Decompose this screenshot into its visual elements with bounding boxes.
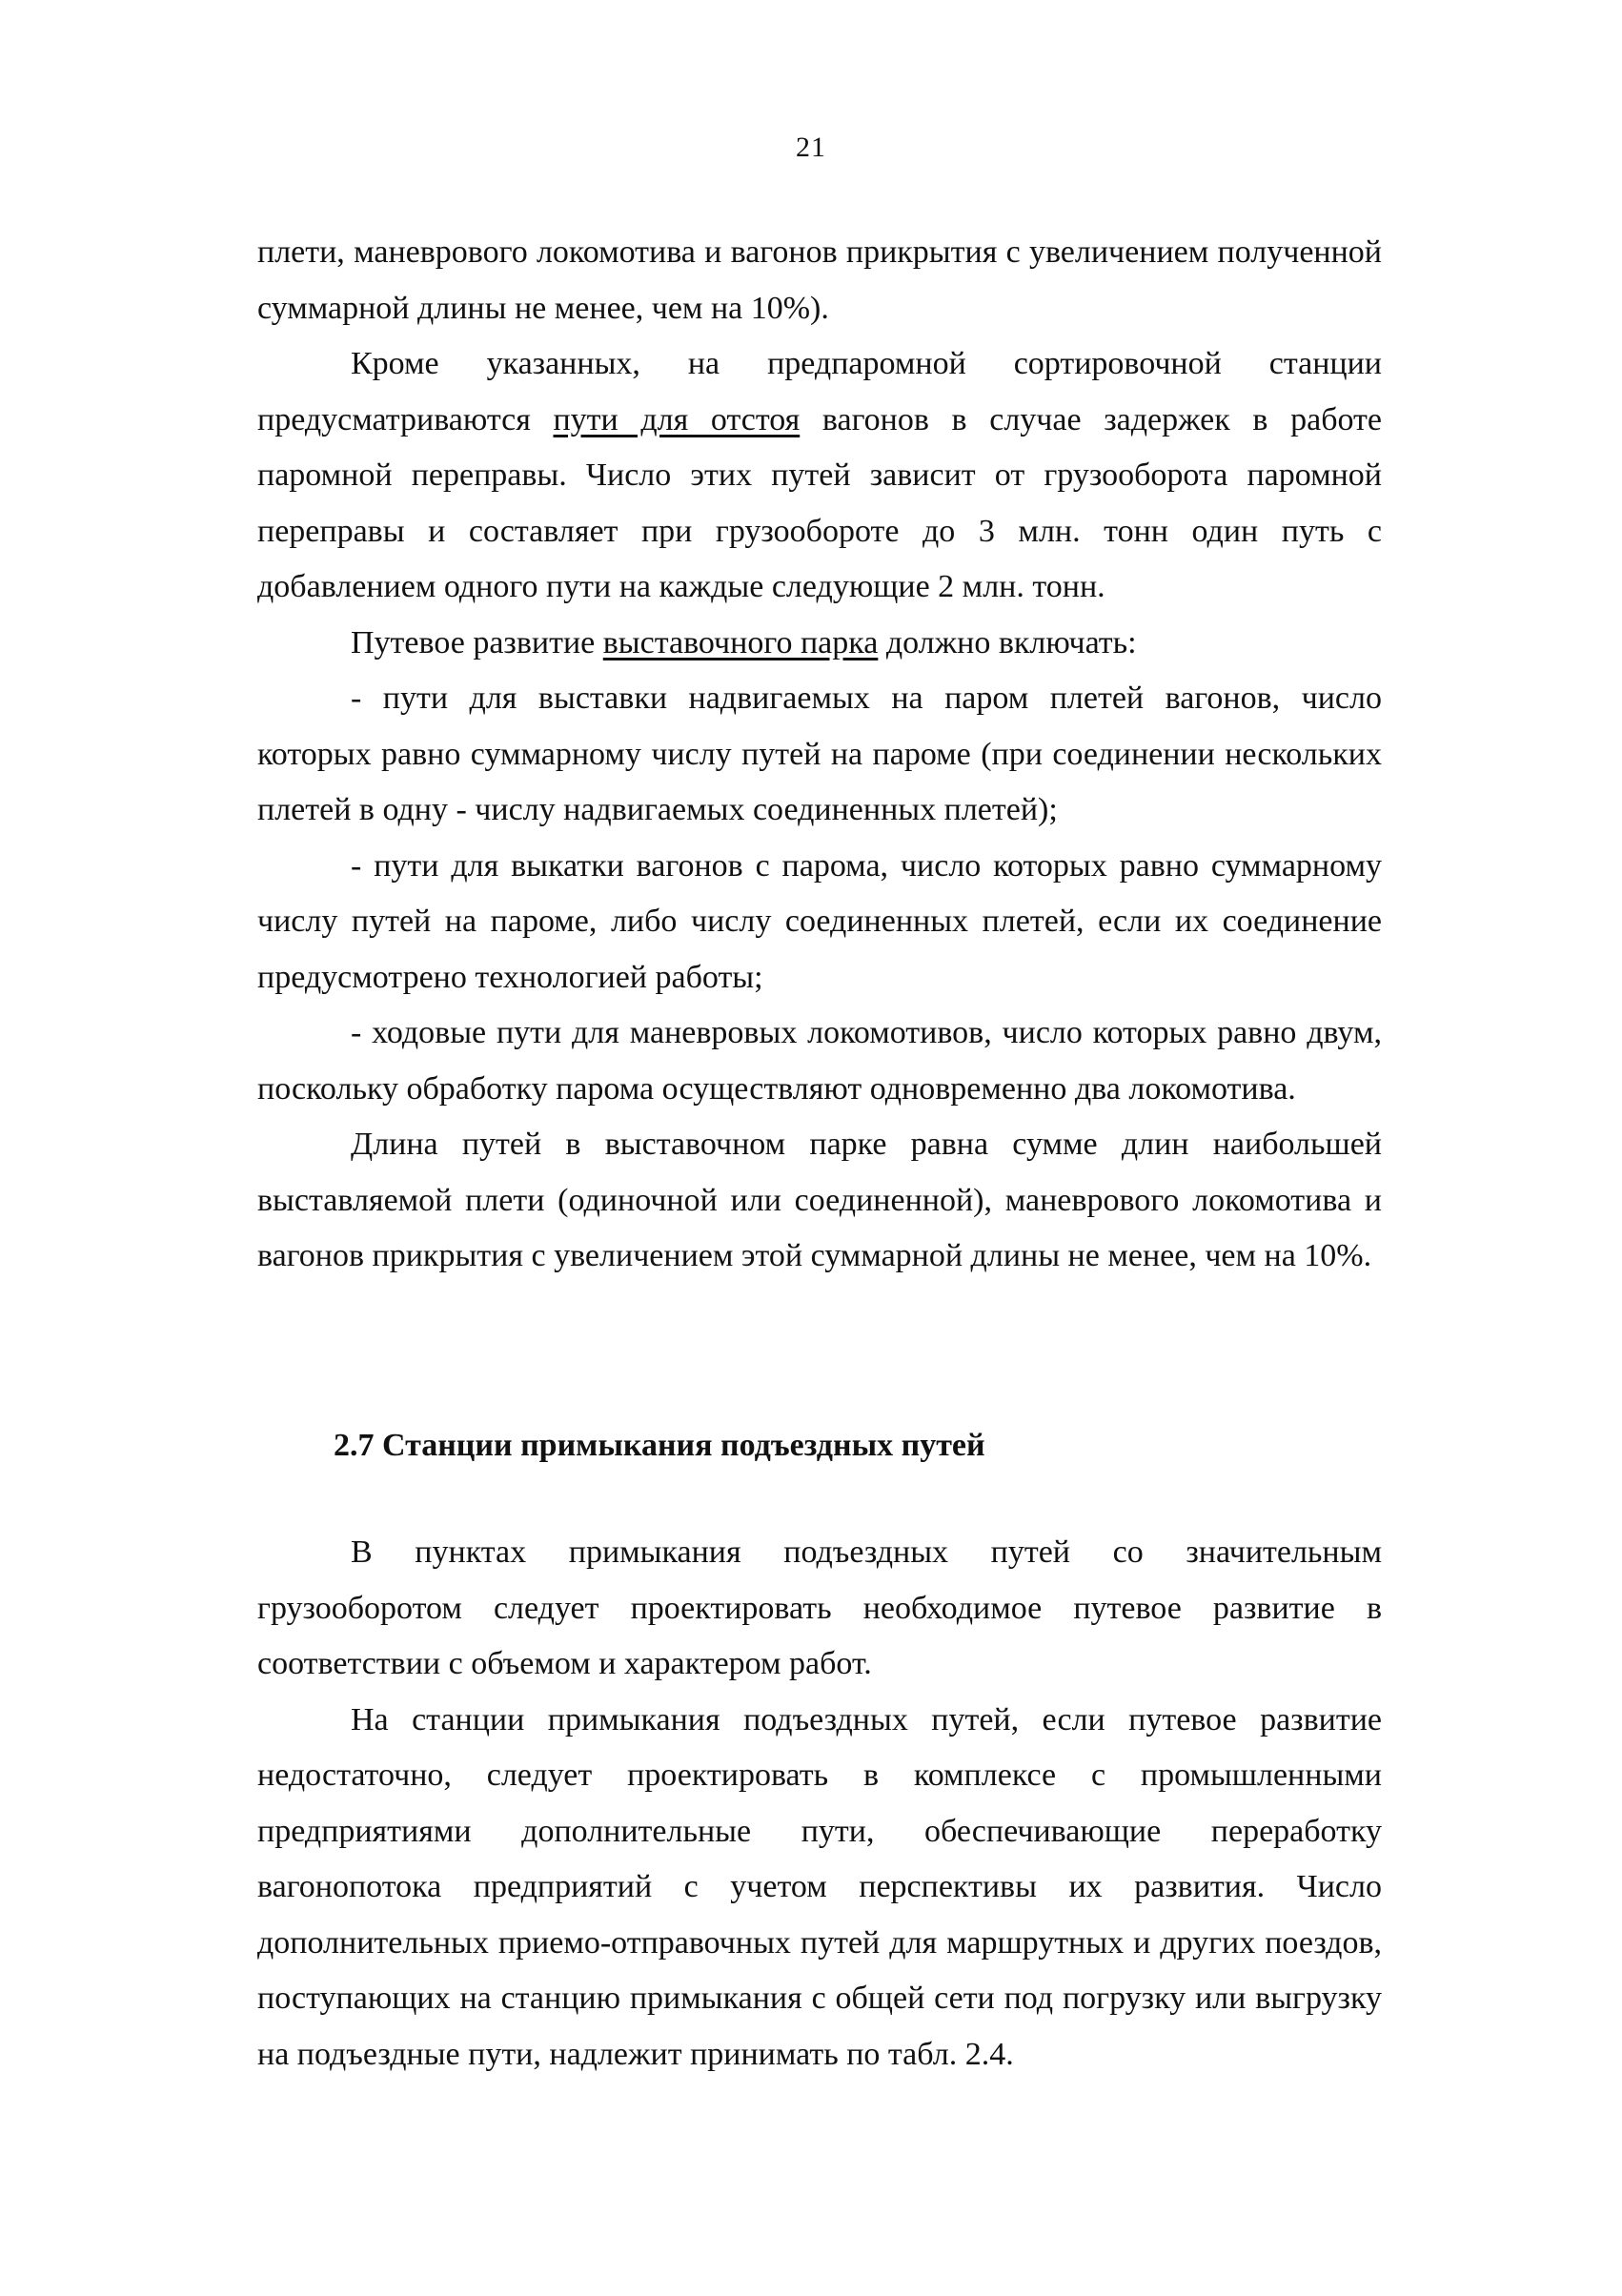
paragraph-exhibition-park bbox=[257, 616, 1382, 672]
paragraph-continuation: плети, маневрового локомотива и вагонов прикрытия с увеличением полученной суммарной длины не менее, чем на 10%). bbox=[257, 234, 1382, 326]
exhibition-park-term: выставочного парка bbox=[602, 624, 879, 660]
paragraph-exhibition-park-end: должно включать: bbox=[885, 624, 1137, 660]
paragraph-junction-points: В пунктах примыкания подъездных путей со значительным грузооборотом следует проектировать необходимое путевое развитие в соответствии с объемом и характером работ. bbox=[257, 1534, 1382, 1681]
paragraph-track-length: Длина путей в выставочном парке равна сумме длин наибольшей выставляемой плети (одиночной или соединенной), маневрового локомотива и вагонов прикрытия с увеличением этой суммарной длины не менее, чем на 10%. bbox=[257, 1127, 1382, 1273]
section-heading: 2.7 Станции примыкания подъездных путей bbox=[334, 1428, 985, 1463]
page-number: 21 bbox=[796, 132, 826, 163]
paragraph-junction-stations: На станции примыкания подъездных путей, если путевое развитие недостаточно, следует проектировать в комплексе с промышленными предприятиями дополнительные пути, обеспечивающие переработку вагонопотока предприятий с учетом перспективы их развития. Число дополнительных приемо-отправочных путей для маршрутных и других поездов, поступающих на станцию примыкания с общей сети под погрузку или выгрузку на подъездные пути, надлежит принимать по табл. 2.4. bbox=[257, 1701, 1382, 2072]
list-item-running-tracks: - ходовые пути для маневровых локомотивов, число которых равно двум, поскольку обработку парома осуществляют одновременно два локомотива. bbox=[257, 1015, 1382, 1107]
paragraph-storage-tracks-start: Кроме указанных, на предпаромной сортировочной станции предусматриваются bbox=[257, 346, 1382, 437]
list-item-rollout-tracks: - пути для выкатки вагонов с парома, число которых равно суммарному числу путей на пароме, либо числу соединенных плетей, если их соединение предусмотрено технологией работы; bbox=[257, 847, 1382, 995]
paragraph-storage-tracks-end: вагонов в случае задержек в работе паромной переправы. Число этих путей зависит от грузооборота паромной переправы и составляет при грузообороте до 3 млн. тонн один путь с добавлением одного пути на каждые следующие 2 млн. тонн. bbox=[257, 401, 1382, 604]
paragraph-storage-tracks bbox=[257, 336, 1382, 616]
lower-text-block bbox=[257, 1525, 1382, 2083]
list-item-exhibition-tracks: - пути для выставки надвигаемых на паром плетей вагонов, число которых равно суммарному числу путей на пароме (при соединении нескольких плетей в одну - числу надвигаемых соединенных плетей); bbox=[257, 681, 1382, 827]
paragraph-exhibition-park-start: Путевое развитие bbox=[351, 624, 596, 660]
storage-tracks-term: пути для отстоя bbox=[553, 401, 801, 437]
upper-text-block bbox=[257, 225, 1382, 1285]
